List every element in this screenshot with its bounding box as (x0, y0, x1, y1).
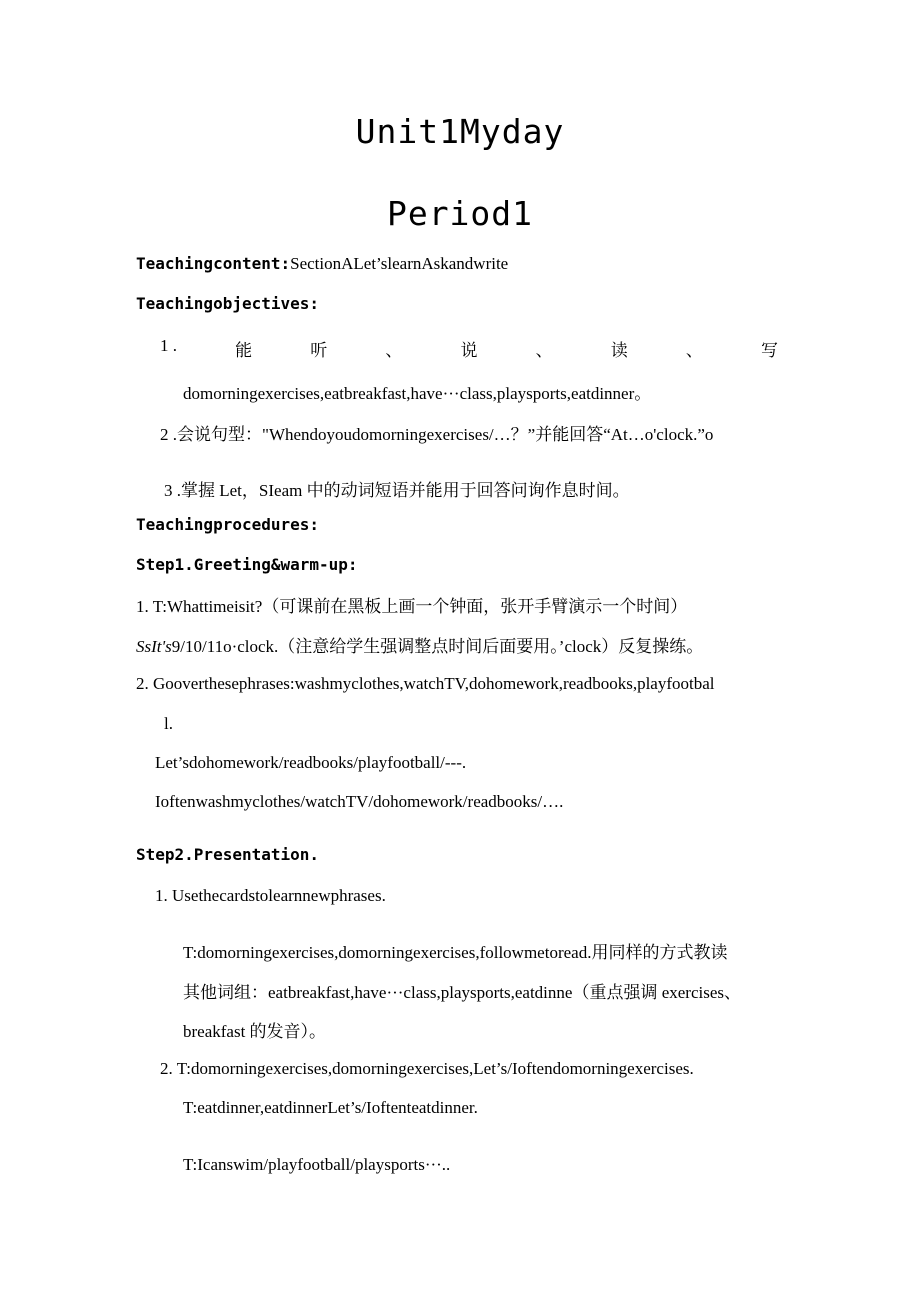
objective-1-word: 读 (610, 341, 628, 360)
step2-t2-line2: T:eatdinner,eatdinnerLet’s/Ioftenteatdinner. (183, 1098, 478, 1117)
step2-item2: 2. T:domorningexercises,domorningexercises,Let’s/Ioftendomorningexercises. (160, 1059, 694, 1078)
step1-item2-line2: l. (164, 714, 173, 733)
objective-1-word: 、 (535, 341, 553, 360)
step1-heading: Step1.Greeting&warm-up: (136, 555, 358, 574)
page-title: Unit1Myday (355, 112, 565, 151)
step2-item1: 1. Usethecardstolearnnewphrases. (155, 886, 386, 905)
step1-item2-line1: 2. Gooverthesephrases:washmyclothes,watchTV,dohomework,readbooks,playfootbal (136, 674, 715, 693)
step1-line3: Let’sdohomework/readbooks/playfootball/---. (155, 753, 467, 772)
step2-t3: T:Icanswim/playfootball/playsports···.. (183, 1155, 451, 1174)
page-subtitle: Period1 (386, 194, 534, 233)
teaching-content-line (136, 254, 508, 274)
objective-item-3: 3 .掌握 Let，SIeam 中的动词短语并能用于回答问询作息时间。 (164, 481, 630, 500)
objective-item-2: 2 .会说句型："Whendoyoudomorningexercises/…？”并能回答“At…o'clock.”o (160, 425, 714, 444)
objective-1-word: 能 (235, 341, 253, 360)
step2-t1-line2: 其他词组：eatbreakfast,have···class,playsports,eatdinne（重点强调 exercises、 (183, 983, 741, 1002)
objective-1-word: 、 (385, 341, 403, 360)
procedures-heading: Teachingprocedures: (136, 515, 320, 534)
objective-1-word: 听 (310, 341, 328, 360)
objectives-heading: Teachingobjectives: (136, 294, 320, 313)
objective-item-1 (160, 336, 778, 361)
step1-answer-rest: 9/10/11o·clock.（注意给学生强调整点时间后面要用。’clock）反复操练。 (171, 637, 704, 656)
teaching-content-value: SectionALet’slearnAskandwrite (290, 254, 509, 273)
step2-heading: Step2.Presentation. (136, 845, 320, 864)
step2-t1-line1: T:domorningexercises,domorningexercises,followmetoread.用同样的方式教读 (183, 943, 728, 962)
step1-item1-line1: 1. T:Whattimeisit?（可课前在黑板上画一个钟面，张开手臂演示一个时间） (136, 597, 688, 616)
objective-item-1-line2: domorningexercises,eatbreakfast,have···class,playsports,eatdinner。 (183, 384, 652, 403)
objective-1-word: 说 (460, 341, 478, 360)
objective-1-word: 写 (761, 341, 778, 360)
step1-answer-prefix: SsIt's (136, 637, 172, 656)
step1-item1-line2 (136, 632, 703, 657)
objective-1-word: 、 (685, 341, 703, 360)
step2-t1-line3: breakfast 的发音）。 (183, 1022, 327, 1041)
teaching-content-label: Teachingcontent: (136, 254, 291, 273)
step1-line4: Ioftenwashmyclothes/watchTV/dohomework/readbooks/…. (155, 792, 564, 811)
objective-1-number: 1 . (160, 336, 177, 355)
